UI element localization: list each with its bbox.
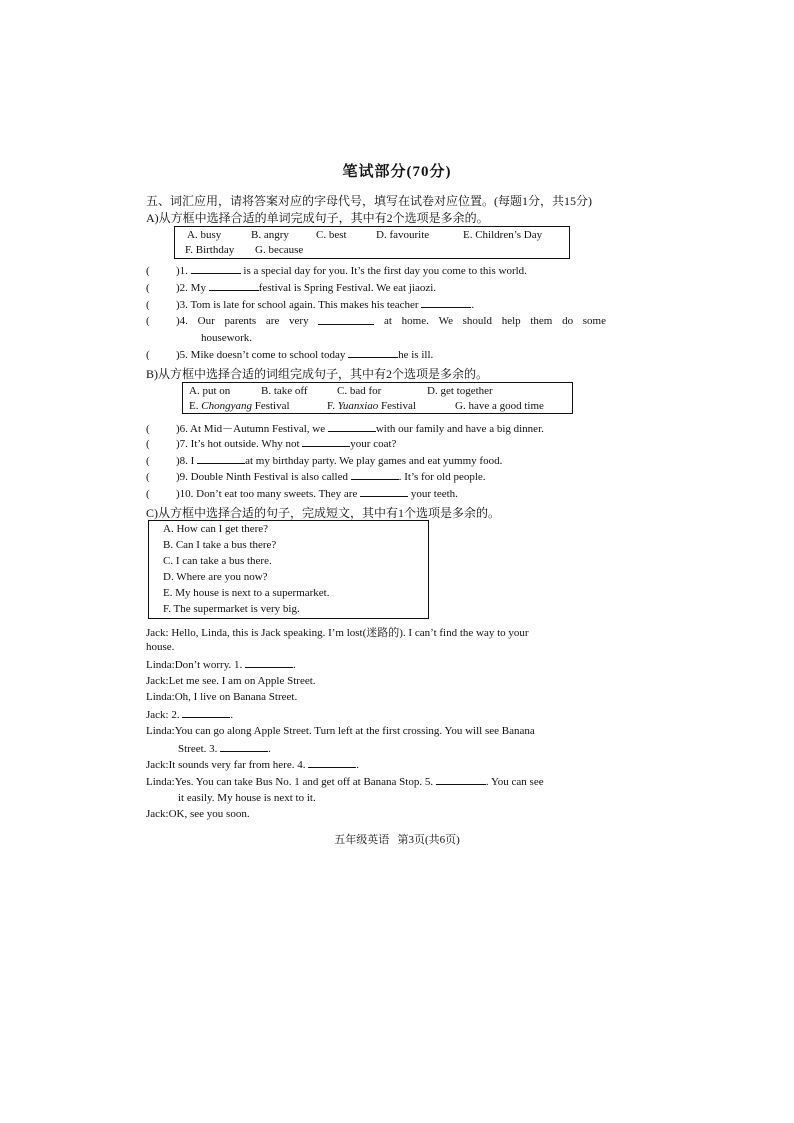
option-d: D. get together: [427, 385, 493, 397]
option-b: B. angry: [251, 229, 289, 241]
option-d: D. favourite: [376, 229, 430, 241]
option-a: A. How can I get there?: [163, 523, 269, 535]
option-g: G. because: [255, 244, 304, 256]
question-10: ( )10. Don’t eat too many sweets. They are your teeth.: [146, 488, 458, 500]
option-e: E. Chongyang Festival: [189, 400, 290, 412]
answer-blank[interactable]: [436, 775, 486, 785]
page-footer: 五年级英语 第3页(共6页): [334, 834, 460, 846]
option-a: A. put on: [189, 385, 231, 397]
section-heading: 五、词汇应用，请将答案对应的字母代号，填写在试卷对应位置。(每题1分，共15分): [146, 194, 592, 208]
option-b: B. Can I take a bus there?: [163, 539, 277, 551]
page-title: 笔试部分(70分): [342, 164, 452, 180]
question-4-continued: housework.: [201, 332, 253, 344]
dialogue-line: Jack:It sounds very far from here. 4. .: [146, 759, 359, 771]
part-c-instruction: C)从方框中选择合适的句子，完成短文，其中有1个选项是多余的。: [146, 506, 501, 520]
dialogue-line: Jack:Let me see. I am on Apple Street.: [146, 675, 316, 687]
option-a: A. busy: [187, 229, 222, 241]
question-9: ( )9. Double Ninth Festival is also called . It’s for old people.: [146, 471, 486, 483]
option-f: F. Yuanxiao Festival: [327, 400, 416, 412]
option-f: F. Birthday: [185, 244, 235, 256]
question-4: ( )4. Our parents are very at home. We should help them do some: [146, 315, 606, 327]
option-d: D. Where are you now?: [163, 571, 268, 583]
question-6: ( )6. At Mid－Autumn Festival, we with our family and have a big dinner.: [146, 423, 544, 435]
question-5: ( )5. Mike doesn’t come to school today he is ill.: [146, 349, 434, 361]
part-a-instruction: A)从方框中选择合适的单词完成句子，其中有2个选项是多余的。: [146, 211, 489, 225]
answer-blank[interactable]: [245, 658, 293, 668]
answer-blank[interactable]: [209, 281, 259, 291]
option-c: C. I can take a bus there.: [163, 555, 272, 567]
question-8: ( )8. I at my birthday party. We play games and eat yummy food.: [146, 455, 503, 467]
answer-blank[interactable]: [220, 742, 268, 752]
dialogue-line: house.: [146, 641, 175, 653]
option-g: G. have a good time: [455, 400, 544, 412]
dialogue-line: Jack: Hello, Linda, this is Jack speaking. I’m lost(迷路的). I can’t find the way to your: [146, 627, 529, 639]
option-e: E. My house is next to a supermarket.: [163, 587, 330, 599]
answer-blank[interactable]: [182, 708, 230, 718]
dialogue-line: Jack: 2. .: [146, 709, 234, 721]
answer-blank[interactable]: [318, 315, 374, 325]
answer-blank[interactable]: [421, 298, 471, 308]
answer-blank[interactable]: [348, 348, 398, 358]
dialogue-line: Linda:Don’t worry. 1. .: [146, 659, 296, 671]
dialogue-line: Linda:Oh, I live on Banana Street.: [146, 691, 298, 703]
answer-blank[interactable]: [308, 758, 356, 768]
option-c: C. bad for: [337, 385, 382, 397]
question-3: ( )3. Tom is late for school again. This makes his teacher .: [146, 299, 475, 311]
part-c-option-box: [148, 520, 429, 619]
question-1: ( )1. is a special day for you. It’s the first day you come to this world.: [146, 265, 527, 277]
question-7: ( )7. It’s hot outside. Why not your coat?: [146, 438, 397, 450]
option-b: B. take off: [261, 385, 308, 397]
answer-blank[interactable]: [197, 454, 245, 464]
option-c: C. best: [316, 229, 347, 241]
answer-blank[interactable]: [360, 487, 408, 497]
option-e: E. Children’s Day: [463, 229, 543, 241]
answer-blank[interactable]: [328, 422, 376, 432]
dialogue-line: it easily. My house is next to it.: [178, 792, 316, 804]
part-b-instruction: B)从方框中选择合适的词组完成句子，其中有2个选项是多余的。: [146, 367, 489, 381]
dialogue-line: Linda:You can go along Apple Street. Turn left at the first crossing. You will see Banana: [146, 725, 535, 737]
option-f: F. The supermarket is very big.: [163, 603, 300, 615]
part-a-option-box: [174, 226, 570, 259]
dialogue-line: Linda:Yes. You can take Bus No. 1 and get off at Banana Stop. 5. . You can see: [146, 776, 544, 788]
question-2: ( )2. My festival is Spring Festival. We eat jiaozi.: [146, 282, 437, 294]
answer-blank[interactable]: [191, 264, 241, 274]
part-b-option-box: [182, 382, 573, 414]
answer-blank[interactable]: [302, 437, 350, 447]
dialogue-line: Street. 3. .: [178, 743, 271, 755]
dialogue-line: Jack:OK, see you soon.: [146, 808, 250, 820]
answer-blank[interactable]: [351, 470, 399, 480]
